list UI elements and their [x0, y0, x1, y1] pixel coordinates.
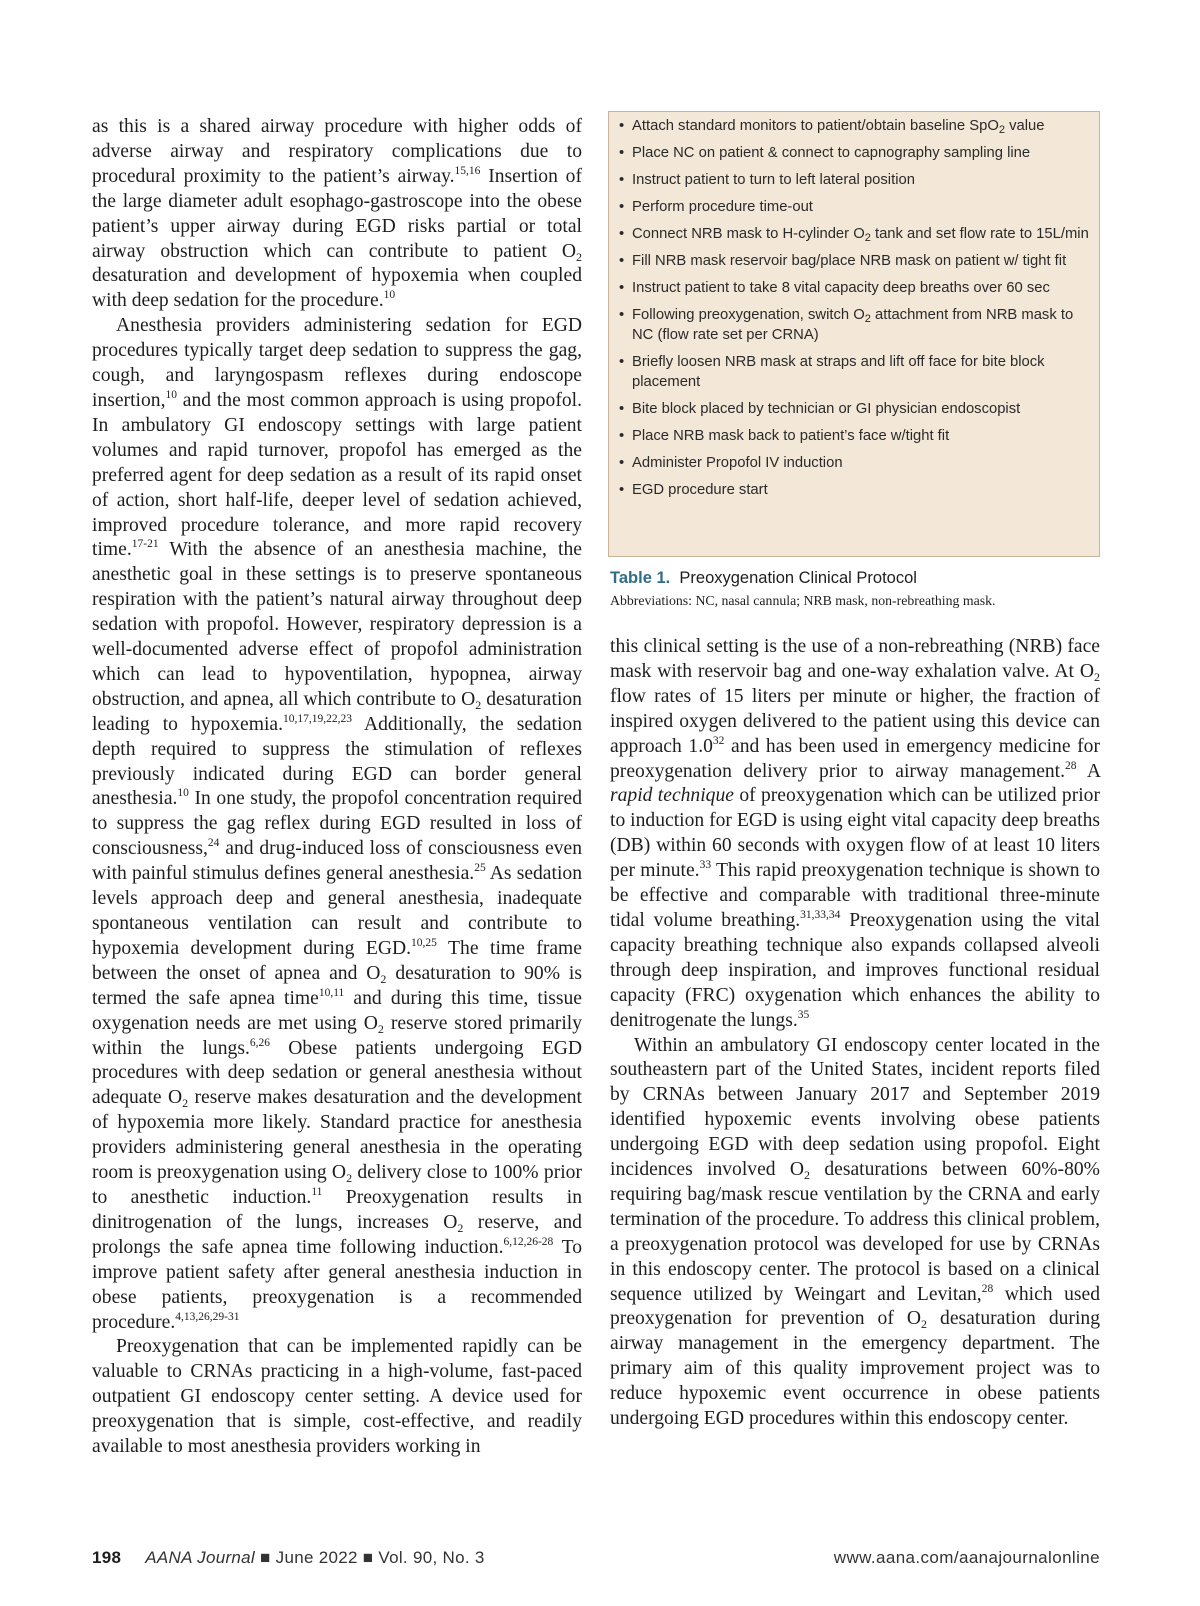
protocol-step	[619, 480, 1089, 500]
step-text: attachment from NRB mask to NC (flow rate set per CRNA)	[632, 307, 1074, 343]
text-run: and the most common approach is using propofol. In ambulatory GI endoscopy settings with large patient volumes and rapid turnover, propofol has emerged as the preferred agent for deep sedation as a result of its rapid onset of action, short half-life, deeper level of sedation achieved, improved procedure tolerance, and more rapid recovery time.	[92, 389, 582, 561]
page-footer-left	[92, 1548, 485, 1568]
subscript: 2	[346, 1171, 353, 1186]
emphasis: rapid technique	[610, 785, 734, 807]
step-text: Administer Propofol IV induction	[632, 455, 843, 471]
step-text: Instruct patient to turn to left lateral position	[632, 172, 915, 188]
bullet-icon: •	[619, 354, 625, 370]
text-run: As sedation levels approach deep and general anesthesia, inadequate spontaneous ventilation can result and contribute to hypoxemia development during EGD.	[92, 863, 582, 959]
text-run: desaturations between 60%-80% requiring bag/mask rescue ventilation by the CRNA and early termination of the procedure. To address this clinical problem, a preoxygenation protocol was developed for use by CRNAs in this endoscopy center. The protocol is based on a clinical sequence utilized by Weingart and Levitan,	[610, 1159, 1100, 1305]
citation: 28	[981, 1282, 994, 1295]
step-text: Instruct patient to take 8 vital capacity deep breaths over 60 sec	[632, 280, 1050, 296]
text-run: this clinical setting is the use of a non-rebreathing (NRB) face mask with reservoir bag and one-way exhalation valve. At O	[610, 636, 1100, 682]
bullet-icon: •	[619, 482, 625, 498]
citation: 15,16	[454, 164, 481, 177]
protocol-step	[619, 143, 1089, 163]
issue-date: June 2022	[275, 1548, 358, 1567]
citation: 17-21	[131, 538, 159, 551]
step-text: Attach standard monitors to patient/obtain baseline SpO	[632, 118, 999, 134]
text-run: In one study, the propofol concentration required to suppress the gag reflex during EGD resulted in loss of consciousness,	[92, 788, 582, 860]
citation: 32	[712, 734, 725, 747]
paragraph	[610, 635, 1100, 1034]
text-run: of preoxygenation which can be utilized prior to induction for EGD is using eight vital capacity deep breaths (DB) within 60 seconds with oxygen flow of at least 10 liters per minute.	[610, 785, 1100, 882]
paragraph	[92, 314, 582, 1335]
text-run: reserve makes desaturation and the development of hypoxemia more likely. Standard practice for anesthesia providers administering general anesthesia in the operating room is preoxygenation using O	[92, 1087, 583, 1184]
citation: 10,17,19,22,23	[283, 712, 352, 725]
citation: 25	[474, 862, 486, 875]
text-run: Obese patients undergoing EGD procedures with deep sedation or general anesthesia without adequate O	[92, 1037, 582, 1109]
bullet-icon: •	[619, 428, 625, 444]
step-text: Perform procedure time-out	[632, 199, 813, 215]
protocol-step	[619, 453, 1089, 473]
text-run: This rapid preoxygenation technique is shown to be effective and comparable with traditional three-minute tidal volume breathing.	[610, 860, 1101, 931]
journal-name: AANA Journal	[145, 1548, 256, 1567]
text-run: Within an ambulatory GI endoscopy center located in the southeastern part of the United States, incident reports filed by CRNAs between January 2017 and September 2019 identified hypoxemic events involving obese patients undergoing EGD with deep sedation using propofol. Eight incidences involved O	[610, 1034, 1100, 1181]
left-text-column	[92, 115, 582, 1460]
subscript: 2	[377, 1021, 384, 1036]
protocol-step	[619, 116, 1089, 136]
bullet-icon: •	[619, 280, 625, 296]
paragraph	[610, 1034, 1100, 1433]
citation: 33	[699, 859, 712, 872]
bullet-icon: •	[619, 253, 625, 269]
protocol-step	[619, 251, 1089, 271]
protocol-step	[619, 224, 1089, 244]
protocol-step	[619, 399, 1089, 419]
text-run: Anesthesia providers administering sedation for EGD procedures typically target deep sedation to suppress the gag, cough, and laryngospasm reflexes during endoscope insertion,	[92, 315, 582, 411]
bullet-icon: •	[619, 145, 625, 161]
text-run: The time frame between the onset of apnea and O	[92, 937, 582, 984]
table-number: Table 1.	[610, 569, 671, 587]
bullet-icon: •	[619, 455, 625, 471]
footer-separator: ■	[255, 1548, 276, 1567]
protocol-table	[608, 111, 1100, 557]
protocol-step	[619, 197, 1089, 217]
step-text: Briefly loosen NRB mask at straps and lift off face for bite block placement	[632, 354, 1045, 390]
paragraph	[92, 1335, 582, 1460]
protocol-step	[619, 352, 1089, 392]
page-number: 198	[92, 1548, 122, 1567]
bullet-icon: •	[619, 401, 625, 417]
protocol-step	[619, 170, 1089, 190]
subscript: 2	[1094, 669, 1100, 684]
paragraph	[92, 115, 582, 314]
step-text: value	[1004, 118, 1045, 134]
text-run: delivery close to 100% prior to anesthetic induction.	[92, 1162, 582, 1208]
text-run: Preoxygenation results in dinitrogenation of the lungs, increases O	[92, 1186, 582, 1233]
citation: 10,25	[411, 936, 437, 949]
journal-url[interactable]: www.aana.com/aanajournalonline	[833, 1548, 1100, 1567]
step-text: Place NRB mask back to patient’s face w/tight fit	[632, 428, 950, 444]
citation: 6,12,26-28	[503, 1235, 554, 1248]
footer-separator: ■	[357, 1548, 379, 1567]
subscript: 2	[921, 1317, 928, 1332]
subscript: 2	[475, 697, 482, 712]
step-text: Place NC on patient & connect to capnography sampling line	[632, 145, 1031, 161]
text-run: desaturation during airway management in the emergency department. The primary aim of this quality improvement project was to reduce hypoxemic event occurrence in obese patients undergoing EGD procedures within this endoscopy center.	[610, 1308, 1100, 1430]
citation: 4,13,26,29-31	[175, 1310, 240, 1323]
text-run: desaturation and development of hypoxemia when coupled with deep sedation for the procedure.	[92, 265, 582, 312]
step-text: tank and set flow rate to 15L/min	[870, 226, 1089, 242]
citation: 6,26	[249, 1036, 270, 1049]
subscript: 2	[457, 1220, 464, 1235]
citation: 10	[177, 787, 189, 800]
text-run: and has been used in emergency medicine for preoxygenation delivery prior to airway management.	[610, 735, 1100, 782]
text-run: and during this time, tissue oxygenation needs are met using O	[92, 987, 583, 1034]
subscript: 2	[576, 249, 582, 264]
text-run: Preoxygenation using the vital capacity breathing technique also expands collapsed alveoli through deep inspiration, and improves functional residual capacity (FRC) oxygenation which enhances the ability to denitrogenate the lungs.	[610, 909, 1100, 1031]
citation: 11	[311, 1185, 323, 1198]
subscript: 2	[380, 971, 387, 986]
bullet-icon: •	[619, 199, 625, 215]
citation: 31,33,34	[800, 908, 841, 921]
step-text: Bite block placed by technician or GI physician endoscopist	[632, 401, 1021, 417]
protocol-step	[619, 278, 1089, 298]
table-caption	[610, 569, 917, 588]
citation: 10,11	[318, 986, 345, 999]
text-run: To improve patient safety after general anesthesia induction in obese patients, preoxygenation is a recommended procedure.	[92, 1236, 582, 1333]
text-run: reserve stored primarily within the lungs.	[92, 1012, 582, 1059]
volume-issue: Vol. 90, No. 3	[378, 1548, 485, 1567]
step-text: EGD procedure start	[632, 482, 768, 498]
text-run: reserve, and prolongs the safe apnea time following induction.	[92, 1211, 582, 1258]
subscript: 2	[864, 232, 871, 244]
bullet-icon: •	[619, 226, 625, 242]
step-text: Fill NRB mask reservoir bag/place NRB mask on patient w/ tight fit	[632, 253, 1067, 269]
bullet-icon: •	[619, 172, 625, 188]
text-run: desaturation to 90% is termed the safe apnea time	[92, 962, 582, 1009]
citation: 24	[207, 837, 220, 850]
text-run: and drug-induced loss of consciousness even with painful stimulus defines general anesthesia.	[92, 838, 582, 885]
text-run: Insertion of the large diameter adult esophago-gastroscope into the obese patient’s upper airway during EGD risks partial or total airway obstruction which can contribute to patient O	[92, 165, 582, 262]
step-text: Following preoxygenation, switch O	[632, 307, 865, 323]
subscript: 2	[998, 124, 1005, 136]
text-run: A	[1076, 760, 1100, 782]
right-text-column	[610, 635, 1100, 1432]
text-run: which used preoxygenation for prevention of O	[610, 1283, 1100, 1330]
protocol-step-list	[619, 116, 1089, 500]
citation: 10	[165, 388, 177, 401]
table-abbreviations: Abbreviations: NC, nasal cannula; NRB mask, non-rebreathing mask.	[610, 593, 996, 608]
subscript: 2	[864, 313, 871, 325]
citation: 28	[1065, 759, 1077, 772]
text-run: desaturation leading to hypoxemia.	[92, 688, 582, 735]
protocol-step	[619, 426, 1089, 446]
citation: 35	[797, 1008, 810, 1021]
step-text: Connect NRB mask to H-cylinder O	[632, 226, 865, 242]
protocol-step	[619, 305, 1089, 345]
subscript: 2	[182, 1096, 189, 1111]
text-run: as this is a shared airway procedure with higher odds of adverse airway and respiratory complications due to procedural proximity to the patient’s airway.	[92, 116, 582, 187]
subscript: 2	[804, 1168, 811, 1183]
citation: 10	[383, 289, 396, 302]
bullet-icon: •	[619, 307, 625, 323]
text-run: flow rates of 15 liters per minute or higher, the fraction of inspired oxygen delivered to the patient using this device can approach 1.0	[610, 685, 1100, 757]
text-run: Additionally, the sedation depth required to suppress the stimulation of reflexes previously indicated during EGD can border general anesthesia.	[92, 713, 583, 810]
text-run: With the absence of an anesthesia machine, the anesthetic goal in these settings is to preserve spontaneous respiration with the patient’s natural airway throughout deep sedation with propofol. However, respiratory depression is a well-documented adverse effect of propofol administration which can lead to hypoventilation, hypopnea, airway obstruction, and apnea, all which contribute to O	[92, 539, 582, 710]
table-title: Preoxygenation Clinical Protocol	[679, 569, 917, 587]
bullet-icon: •	[619, 118, 625, 134]
text-run: Preoxygenation that can be implemented rapidly can be valuable to CRNAs practicing in a high-volume, fast-paced outpatient GI endoscopy center setting. A device used for preoxygenation that is simple, cost-effective, and readily available to most anesthesia providers working in	[92, 1336, 582, 1458]
